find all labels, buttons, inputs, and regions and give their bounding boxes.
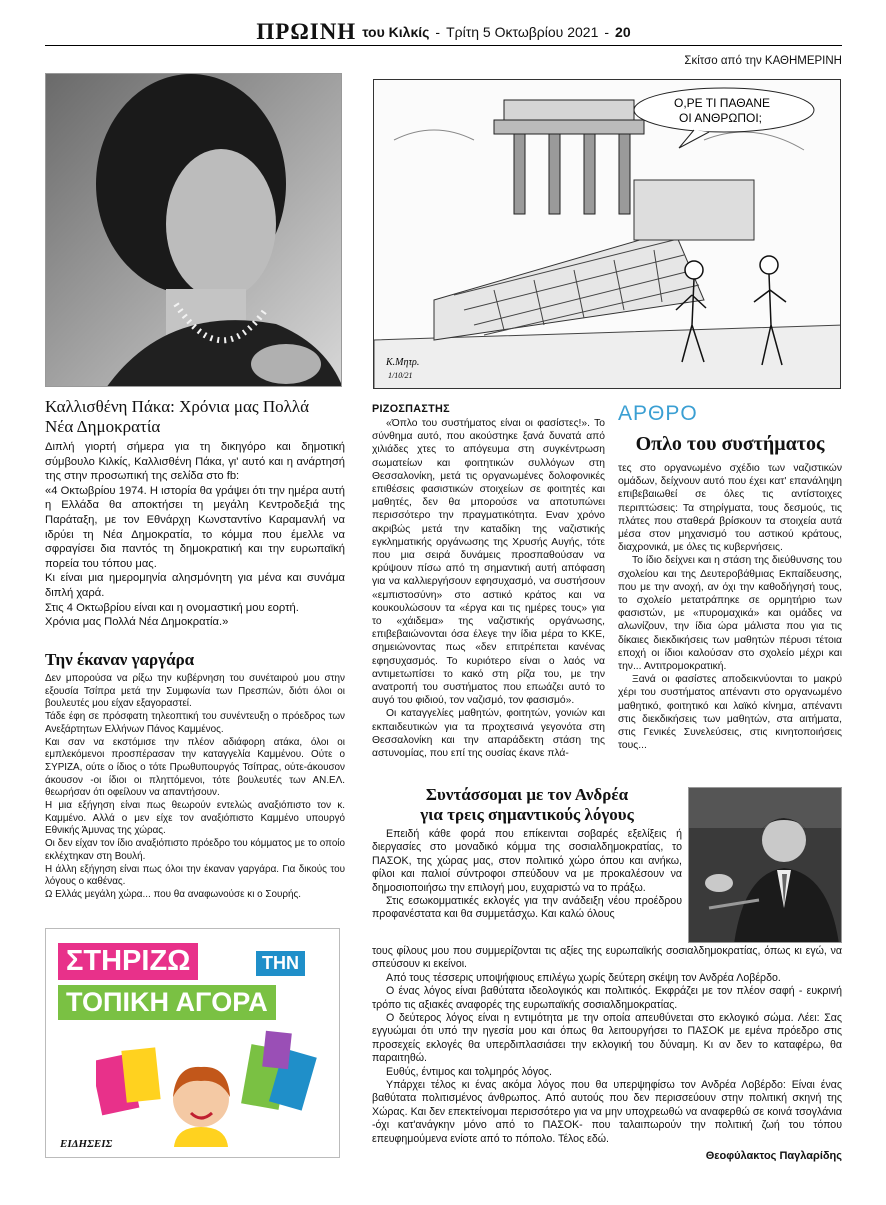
masthead: ΠΡΩΙΝΗ: [256, 18, 357, 44]
issue-date: Τρίτη 5 Οκτωβρίου 2021: [446, 23, 599, 40]
section-label: ΑΡΘΡΟ: [618, 402, 698, 425]
bubble-line2: ΟΙ ΑΝΘΡΩΠΟΙ;: [679, 111, 762, 125]
ad-line2: ΤΟΠΙΚΗ ΑΓΟΡΑ: [58, 985, 276, 1020]
local-market-ad[interactable]: [45, 928, 340, 1158]
ad-line1: ΣΤΗΡΙΖΩ: [58, 943, 198, 980]
portrait-photo: [45, 73, 342, 387]
article-kicker: ΡΙΖΟΣΠΑΣΤΗΣ: [372, 403, 450, 415]
article-paka: Καλλισθένη Πάκα: Χρόνια μας Πολλά Νέα Δημοκρατία Διπλή γιορτή σήμερα για τη δικηγόρο και δημοτική σύμβουλο Κιλκίς, Καλλισθένη Πάκα, γι' αυτό και η ανάρτησή της στην προσωπική της σελίδα στο fb: «4 Οκτωβρίου 1974. Η ιστορία θα γράψει ότι την ημέρα αυτή η Ελλάδα θα αποκτήσει τη μεγάλη Κεντροδεξιά της Παράταξη, με τον Εθνάρχη Κωνσταντίνο Καραμανλή να ιδρύει τη Νέα Δημοκρατία, το κόμμα που έμελλε να σφραγίσει δια παντός τη δημοκρατική και την ευρωπαϊκή πορεία του τόπου μας. Κι είναι μια ημερομηνία αλησμόνητη για μένα και συνάμα διπλή χαρά. Στις 4 Οκτωβρίου είναι και η ονομαστική μου εορτή. Χρόνια μας Πολλά Νέα Δημοκρατία.»: [45, 397, 345, 629]
article-title-line2: για τρεις σημαντικούς λόγους: [420, 805, 634, 824]
paper-name: του Κιλκίς: [362, 23, 430, 40]
article-gargara: Την έκαναν γαργάρα Δεν μπορούσα να ρίξω την κυβέρνηση του συνέταιρού μου στην εξουσία Τσίπρα μετά την Συμφωνία των Πρεσπών, διότι όλοι οι βουλευτές μου είχαν εξαγοραστεί. Τάδε έφη σε πρόσφατη τηλεοπτική του συνέντευξη ο πρόεδρος των Ανεξάρτητων Ελλήνων Πάνος Καμμένος. Και σαν να εκστόμισε την πλέον αδιάφορη ατάκα, όλοι οι εμπλεκόμενοι προσπέρασαν την καταγγελία Καμμένου. Ούτε ο ΣΥΡΙΖΑ, ούτε ο ίδιος ο τότε Πρωθυπουργός Τσίπρας, ούτε-άκουσον άκουσον -οι ίδιοι οι πληττόμενοι, τότε βουλευτές των ΑΝ.ΕΛ. θεωρήσαν ότι οφείλουν να απαντήσουν. Η μια εξήγηση είναι πως θεωρούν εντελώς αναξιόπιστο τον κ. Καμμένο. Αλλά ο μεν είχε τον αναξιόπιστο Καμμένο υπουργό Εθνικής Άμυνας της χώρας. Οι δεν είχαν τον ίδιο αναξιόπιστο πρόεδρο του κόμματος με το οποίο εκλέχτηκαν στη Βουλή. Η άλλη εξήγηση είναι πως όλοι την έκαναν γαργάρα. Για δικούς του λόγους ο καθένας. Ω Ελλάς μεγάλη χώρα... που θα αναφωνούσε κι ο Σουρής.: [45, 650, 345, 900]
shopping-illustration: [96, 1027, 326, 1147]
article-title: Καλλισθένη Πάκα: Χρόνια μας Πολλά: [45, 397, 310, 416]
bubble-line1: Ο,ΡΕ ΤΙ ΠΑΘΑΝΕ: [674, 96, 770, 110]
article-subtitle: Νέα Δημοκρατία: [45, 417, 161, 436]
article-oplo: ΑΡΘΡΟ Οπλο του συστήματος τες στο οργανωμένο σχέδιο των ναζιστικών ομάδων, δείχνουν αυτό που έχει κατ' επανάληψη επιβεβαιωθεί σε όλες τις αντίστοιχες περιπτώσεις: Τα στηρίγματα, τους δεσμούς, τις πλάτες που σταθερά βρίσκουν τα στοιχεία αυτά μέσα στον μηχανισμό του αστικού κράτους, διαχρονικά, με όλες τις κυβερνήσεις. Το ίδιο δείχνει και η στάση της διεύθυνσης του σχολείου και της Δευτεροβάθμιας Εκπαίδευσης, που με την ανοχή, αν όχι την καθοδήγησή τους, το σχολείο μετατράπηκε σε ορμητήριο των φασιστών, με «πυρομαχικά» και ομάδες να αλωνίζουν, την ίδια ώρα μάλιστα που για τις δίκαιες διεκδικήσεις των μαθητών πέρυσι τέτοια εποχή οι ίδιοι καλούσαν στο σχολείο μέχρι και την... Αντιτρομοκρατική. Ξανά οι φασίστες αποδεικνύονται το μακρύ χέρι του συστήματος απέναντι στο οργανωμένο μαθητικό, φοιτητικό και λαϊκό κίνημα, απέναντι στις διεκδικήσεις των μαθητών, στα αιτήματα, στις Γενικές Συνελεύσεις, στις κινητοποιήσεις τους...: [618, 402, 842, 752]
page-number: 20: [615, 23, 631, 40]
article-title-line1: Συντάσσομαι με τον Ανδρέα: [425, 785, 629, 804]
cartoon-caption: Σκίτσο από την ΚΑΘΗΜΕΡΙΝΗ: [684, 55, 842, 67]
political-cartoon: [373, 79, 841, 389]
article-author: Θεοφύλακτος Παγλαρίδης: [705, 1150, 842, 1163]
article-loverdos: Συντάσσομαι με τον Ανδρέα για τρεις σημαντικούς λόγους Επειδή κάθε φορά που επίκεινται σοβαρές εξελίξεις ή διεργασίες στο μοναδικό κόμμα της σοσιαλδημοκρατίας, το ΠΑΣΟΚ, της χώρας μας, στον πολιτικό χώρο όπου και ανήκω, φίλοι και παλιοί σύντροφοι σπεύδουν να με προκαλέσουν να δημοσιοποιήσω την επιλογή μου, ευχαριστώ να το πράξω. Στις εσωκομματικές εκλογές για την ανάδειξη νέου προέδρου προφανέστατα και θα συμμετάσχω. Και καλώ όλους: [372, 785, 682, 921]
article-loverdos-cont: τους φίλους μου που συμμερίζονται τις αξίες της ευρωπαϊκής σοσιαλδημοκρατίας, όπως κι εγώ, να σπεύσουν κι εκείνοι. Από τους τέσσερις υποψήφιους επιλέγω χωρίς δεύτερη σκέψη τον Ανδρέα Λοβέρδο. Ο ένας λόγος είναι βαθύτατα ιδεολογικός και πολιτικός. Εκφράζει με τον πλέον σαφή - ευκρινή τρόπο τις αξιακές αναφορές της ευρωπαϊκής σοσιαλδημοκρατίας. Ο δεύτερος λόγος είναι η εντιμότητα με την οποία απευθύνεται στο εκλογικό σώμα. Λέει: Σας εγγυώμαι ότι υπό την ηγεσία μου και όπως θα λειτουργήσει το ΠΑΣΟΚ με εμένα πρόεδρο στις προσεχείς εκλογές θα υπερδιπλασιάσει την εκλογική του δύναμη. Κι αν δεν το καταφέρω, θα παραιτηθώ. Ευθύς, έντιμος και τολμηρός λόγος. Υπάρχει τέλος κι ένας ακόμα λόγος που θα υπερψηφίσω τον Ανδρέα Λοβέρδο: Είναι ένας βαθύτατα πολιτισμένος άνθρωπος. Από αυτούς που δεν περισσεύουν στην πολιτική σκηνή της Χώρας. Και δεν επεκτείνομαι περισσότερο για να μην υποχρεωθώ να αναφερθώ σε κοινά τσογλάνια -όχι κατ'ανάγκην μόνο από το ΠΑΣΟΚ- που ταλαιπωρούν την πολιτική ζωή του τόπου επευφημούμενα ενίοτε από το πόπολο. Τέλος εδώ. Θεοφύλακτος Παγλαρίδης: [372, 945, 842, 1163]
loverdos-photo: [688, 787, 842, 943]
page-header: ΠΡΩΙΝΗ του Κιλκίς - Τρίτη 5 Οκτωβρίου 2021 - 20: [45, 18, 842, 46]
cartoon-date: 1/10/21: [388, 371, 413, 380]
article-title: Οπλο του συστήματος: [635, 433, 825, 455]
article-title: Την έκαναν γαργάρα: [45, 650, 195, 669]
cartoon-signature: Κ.Μητρ.: [386, 357, 420, 368]
ad-line1b: ΤΗΝ: [256, 951, 305, 976]
article-rizospastis: ΡΙΖΟΣΠΑΣΤΗΣ «Όπλο του συστήματος είναι οι φασίστες!». Το σύνθημα αυτό, που ακούστηκε ξανά δυνατά από χιλιάδες χτες το απόγευμα στη συγκέντρωση σωματείων και φοιτητικών συλλόγων στη Θεσσαλονίκη, μετά τις οργανωμένες δολοφονικές επιθέσεις φασιστικών στοιχείων σε φοιτητές και μαθητές, δεν θα μπορούσε να αποτυπώνει περισσότερο την πραγματικότητα. Εναν χρόνο ακριβώς μετά την καταδίκη της ναζιστικής εγκληματικής οργάνωσης της Χρυσής Αυγής, τότε που μια σειρά δυνάμεις προσπαθούσαν να κρύψουν πίσω από τη σημαντική αυτή απόφαση για να καλλιεργήσουν εφησυχασμό, να συστήσουν «εμπιστοσύνη» στο αστικό κράτος και να κουκουλώσουν τα «έργα και τις ημέρες τους» για το «χάιδεμα» της ναζιστικής οργάνωσης, επιβεβαιώνονται όσα έλεγε την ίδια μέρα το ΚΚΕ, σημειώνοντας πως «δεν επιτρέπεται κανένας εφησυχασμός. Το κυριότερο είναι ο λαός να αντιμετωπίσει το κακό στη ρίζα του, με την ανατροπή του συστήματος που επωάζει αυτό το αυγό του φιδιού, τον ναζισμό, τον φασισμό». Οι καταγγελίες μαθητών, φοιτητών, γονιών και εκπαιδευτικών για τα προχτεσινά γεγονότα στη Θεσσαλονίκη και την απαράδεκτη στάση της αστυνομίας, που επί της ουσίας έκανε πλά-: [372, 403, 605, 760]
ad-brand: ΕΙΔΗΣΕΙΣ: [60, 1138, 113, 1150]
